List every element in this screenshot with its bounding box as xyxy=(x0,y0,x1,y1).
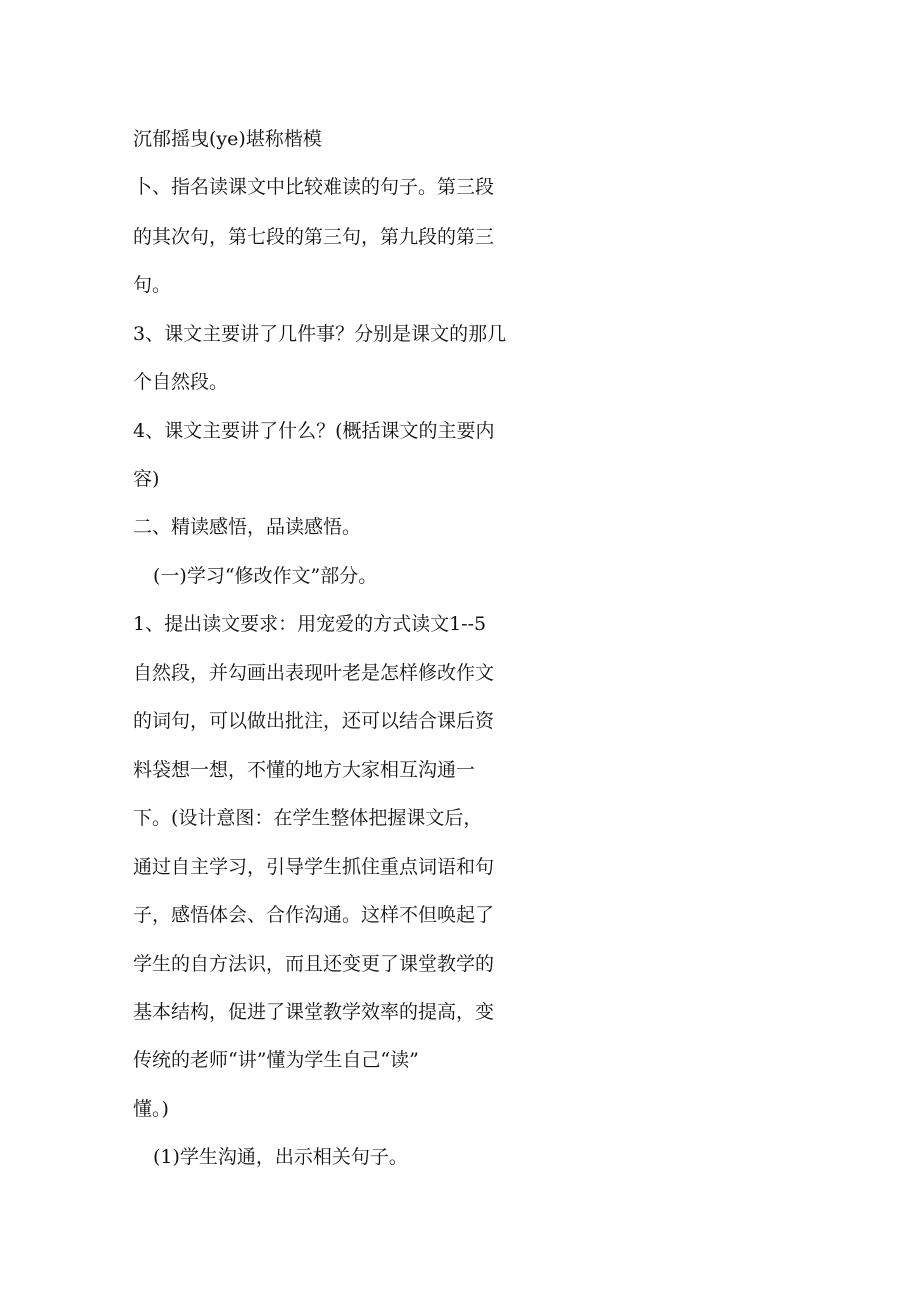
text-line: 传统的老师“讲”懂为学生自己“读” xyxy=(133,1049,419,1071)
text-line: 子，感悟体会、合作沟通。这样不但唤起了 xyxy=(133,904,495,926)
text-line: 懂。) xyxy=(133,1098,169,1120)
section-heading: 二、精读感悟，品读感悟。 xyxy=(133,516,362,538)
text-line: 3、课文主要讲了几件事？分别是课文的那几 xyxy=(133,323,507,345)
text-line: 基本结构，促进了课堂教学效率的提高，变 xyxy=(133,1001,495,1023)
text-line: 料袋想一想，不懂的地方大家相互沟通一 xyxy=(133,759,476,781)
subsection-heading: (一)学习“修改作文”部分。 xyxy=(153,565,378,587)
text-line: 学生的自方法识，而且还变更了课堂教学的 xyxy=(133,953,495,975)
text-line: 的其次句，第七段的第三句，第九段的第三 xyxy=(133,226,495,248)
text-line: 自然段，并勾画出表现叶老是怎样修改作文 xyxy=(133,662,495,684)
text-line: 沉郁摇曳(ye)堪称楷模 xyxy=(133,128,322,150)
text-line: 卜、指名读课文中比较难读的句子。第三段 xyxy=(133,176,495,198)
text-line: 下。(设计意图：在学生整体把握课文后， xyxy=(133,807,483,829)
text-line: 的词句，可以做出批注，还可以结合课后资 xyxy=(133,710,495,732)
text-line: 1、提出读文要求：用宠爱的方式读文1--5 xyxy=(133,613,487,635)
text-line: 容) xyxy=(133,468,160,490)
text-line: 个自然段。 xyxy=(133,371,229,393)
text-line: (1)学生沟通，出示相关句子。 xyxy=(153,1146,408,1168)
text-line: 4、课文主要讲了什么？(概括课文的主要内 xyxy=(133,420,495,442)
text-line: 句。 xyxy=(133,274,172,296)
text-line: 通过自主学习，引导学生抓住重点词语和句 xyxy=(133,856,495,878)
